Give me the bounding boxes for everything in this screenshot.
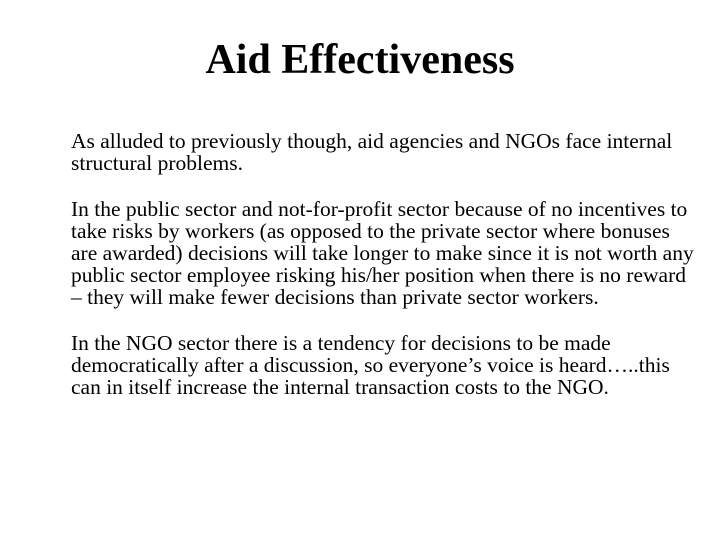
paragraph-structural-problems: As alluded to previously though, aid agencies and NGOs face internal structural problems. — [71, 129, 673, 175]
slide-title: Aid Effectiveness — [205, 37, 515, 83]
slide-body — [71, 130, 696, 422]
paragraph-ngo-sector: In the NGO sector there is a tendency for decisions to be made democratically after a discussion, so everyone’s voice is heard…..this can in itself increase the internal transaction costs to the NGO. — [71, 331, 670, 399]
paragraph-public-sector: In the public sector and not-for-profit sector because of no incentives to take risks by workers (as opposed to the private sector where bonuses are awarded) decisions will take longer to make since it is not worth any public sector employee risking his/her position when there is no reward – they will make fewer decisions than private sector workers. — [71, 197, 694, 309]
